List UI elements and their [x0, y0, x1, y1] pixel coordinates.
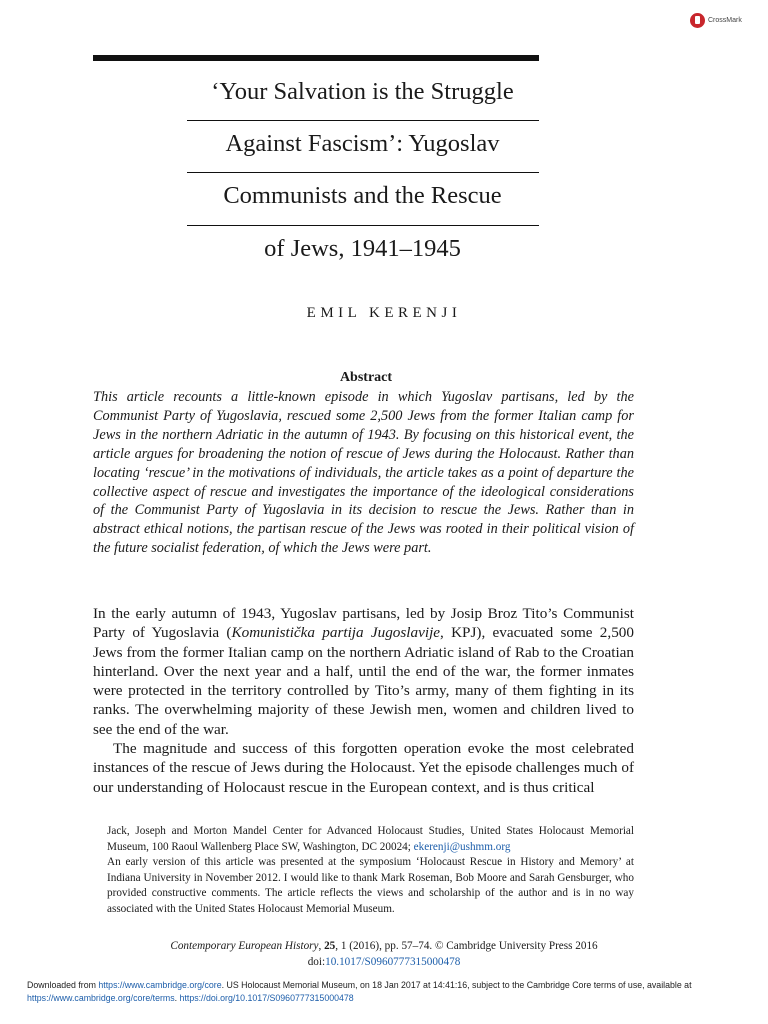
article-body — [93, 604, 634, 797]
journal-volume: 25 — [324, 940, 336, 952]
crossmark-icon — [690, 13, 705, 28]
journal-citation: Contemporary European History, 25, 1 (2016), pp. 57–74. © Cambridge University Press 2016 doi:10.1017/S0960777315000478 — [170, 940, 598, 968]
author-footnote — [107, 824, 634, 917]
author-affiliation: Jack, Joseph and Morton Mandel Center for Advanced Holocaust Studies, United States Holocaust Memorial Museum, 100 Raoul Wallenberg Place SW, Washington, DC 20024; — [107, 825, 634, 853]
body-paragraph-1: In the early autumn of 1943, Yugoslav partisans, led by Josip Broz Tito’s Communist Party of Yugoslavia (Komunistička partija Jugoslavije, KPJ), evacuated some 2,500 Jews from the former Italian camp on the northern Adriatic island of Rab to the Croatian hinterland. Over the next year and a half, until the end of the war, the former inmates were protected in the territory controlled by Tito’s army, many of them fighting in its ranks. The overwhelming majority of these Jewish men, women and children lived to see the end of the war. — [93, 605, 634, 738]
cambridge-core-link[interactable]: https://www.cambridge.org/core — [98, 980, 222, 990]
title-line-3: Communists and the Rescue — [223, 182, 502, 209]
acknowledgement-note: An early version of this article was presented at the symposium ‘Holocaust Rescue in History and Memory’ at Indiana University in November 2012. I would like to thank Mark Roseman, Bob Moore and Sarah Gensburger, who provided constructive comments. The article reflects the views and scholarship of the author and is in no way associated with the United States Holocaust Memorial Museum. — [107, 856, 634, 915]
author-name: EMIL KERENJI — [306, 305, 462, 321]
title-rule-1 — [187, 120, 539, 121]
abstract-heading: Abstract — [339, 370, 393, 385]
body-paragraph-2: The magnitude and success of this forgotten operation evoke the most celebrated instances of the rescue of Jews during the Holocaust. Yet the episode challenges much of our understanding of Holocaust rescue in the European context, and is thus critical — [93, 740, 634, 796]
title-line-1: ‘Your Salvation is the Struggle — [211, 78, 514, 105]
title-line-2: Against Fascism’: Yugoslav — [225, 130, 500, 157]
terms-link[interactable]: https://www.cambridge.org/core/terms — [27, 993, 175, 1003]
abstract-text: This article recounts a little-known episode in which Yugoslav partisans, led by the Communist Party of Yugoslavia, rescued some 2,500 Jews from the former Italian camp for Jews in the northern Adriatic in the autumn of 1943. By focusing on this historical event, the article argues for broadening the notion of rescue of Jews during the Holocaust. Rather than locating ‘rescue’ in the motivations of individuals, the article takes as a point of departure the collective aspect of rescue and investigates the importance of the ideological considerations of the Communist Party of Yugoslavia in its decision to rescue the Jews. Rather than in abstract ethical notions, the partisan rescue of the Jews was rooted in their political vision of the future socialist federation, of which the Jews were part. — [93, 389, 634, 557]
author-email-link[interactable]: ekerenji@ushmm.org — [413, 840, 511, 853]
doi-url-link[interactable]: https://doi.org/10.1017/S0960777315000478 — [179, 993, 354, 1003]
title-top-rule — [93, 55, 539, 61]
crossmark-label: CrossMark — [708, 17, 742, 24]
title-line-4: of Jews, 1941–1945 — [264, 235, 461, 262]
party-name-italic: Komunistička partija Jugoslavije — [231, 624, 441, 642]
doi-link[interactable]: 10.1017/S0960777315000478 — [325, 955, 461, 968]
title-rule-3 — [187, 225, 539, 226]
download-notice: Downloaded from https://www.cambridge.org/core. US Holocaust Memorial Museum, on 18 Jan 2017 at 14:41:16, subject to the Cambridge Core terms of use, available at https://www.cambridge.org/core/terms. https://doi.org/10.1017/S0960777315000478 — [27, 980, 692, 1003]
journal-name: Contemporary European History — [170, 940, 319, 952]
crossmark-badge[interactable] — [690, 13, 742, 28]
title-rule-2 — [187, 172, 539, 173]
